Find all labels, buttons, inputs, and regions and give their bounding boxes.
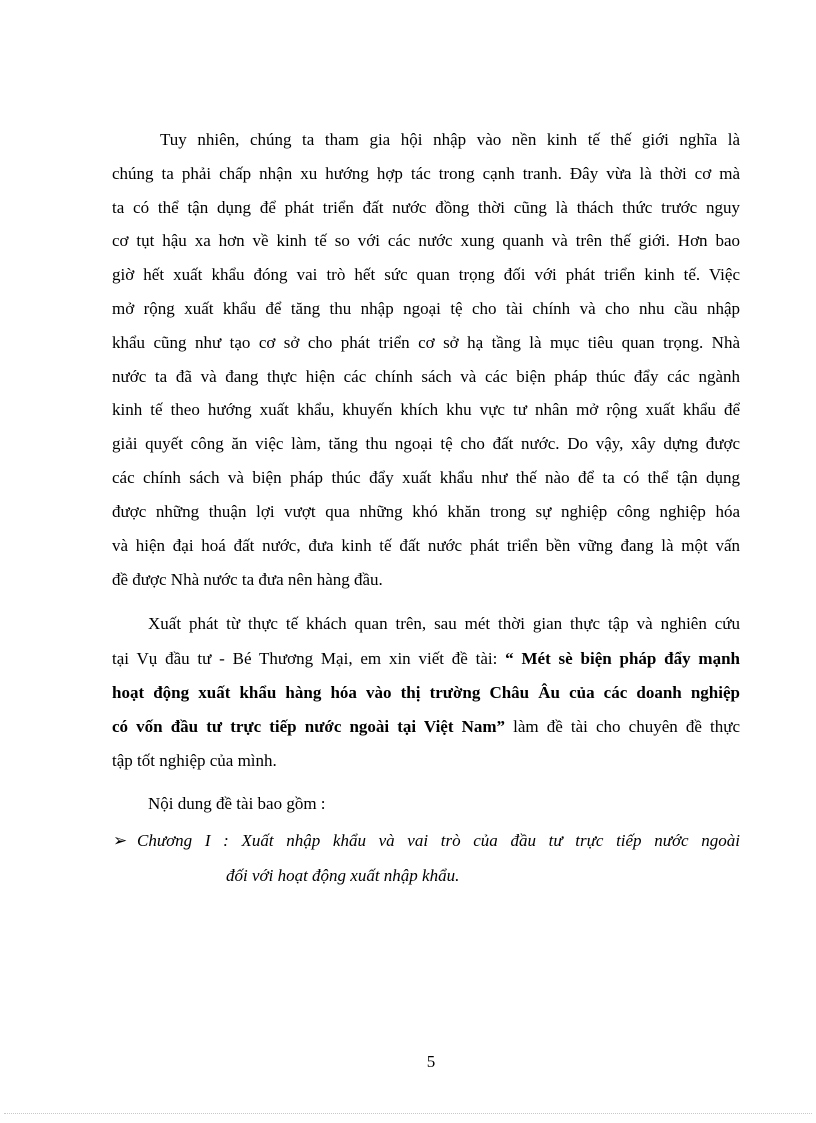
paragraph1-line: khẩu cũng như tạo cơ sở cho phát triển cơ sở hạ tầng là mục tiêu quan trọng. Nhà [112, 333, 740, 352]
chapter1-title-continued: đối với hoạt động xuất nhập khẩu. [226, 866, 460, 885]
paragraph1-line: được những thuận lợi vượt qua những khó khăn trong sự nghiệp công nghiệp hóa [112, 502, 740, 521]
paragraph2-line [112, 715, 740, 739]
paragraph1-line: mở rộng xuất khẩu để tăng thu nhập ngoại tệ cho tài chính và cho nhu cầu nhập [112, 299, 740, 318]
paragraph2-line: tập tốt nghiệp của mình. [112, 751, 277, 770]
paragraph1-line: đề được Nhà nước ta đưa nên hàng đầu. [112, 570, 383, 589]
paragraph2-line: Xuất phát từ thực tế khách quan trên, sau mét thời gian thực tập và nghiên cứu [148, 614, 740, 633]
page-number: 5 [426, 1052, 436, 1071]
paragraph1-line: giờ hết xuất khẩu đóng vai trò hết sức quan trọng đối với phát triển kinh tế. Việc [112, 265, 740, 284]
paragraph1-line: và hiện đại hoá đất nước, đưa kinh tế đất nước phát triển bền vững đang là một vấn [112, 536, 740, 555]
paragraph1-line: Tuy nhiên, chúng ta tham gia hội nhập vào nền kinh tế thế giới nghĩa là [160, 130, 740, 149]
paragraph1-line: giải quyết công ăn việc làm, tăng thu ngoại tệ cho đất nước. Do vậy, xây dựng được [112, 434, 740, 453]
paragraph2-text: tại Vụ đầu tư - Bé Thương Mại, em xin viết đề tài: [112, 649, 506, 668]
page-border [4, 1113, 812, 1114]
paragraph1-line: cơ tụt hậu xa hơn về kinh tế so với các nước xung quanh và trên thế giới. Hơn bao [112, 231, 740, 250]
paragraph1-line: ta có thể tận dụng để phát triển đất nước đồng thời cũng là thách thức trước nguy [112, 198, 740, 217]
chapter1-title: Chương I : Xuất nhập khẩu và vai trò của đầu tư trực tiếp nước ngoài [137, 831, 740, 850]
arrow-bullet-icon: ➢ [113, 831, 128, 850]
paragraph1-line: kinh tế theo hướng xuất khẩu, khuyến khích khu vực tư nhân mở rộng xuất khẩu để [112, 400, 740, 419]
paragraph2-line [112, 647, 740, 671]
topic-title-start: “ Mét sè biện pháp đẩy mạnh [505, 649, 741, 668]
paragraph1-line: các chính sách và biện pháp thúc đẩy xuất khẩu như thế nào để ta có thể tận dụng [112, 468, 740, 487]
paragraph1-line: chúng ta phải chấp nhận xu hướng hợp tác trong cạnh tranh. Đây vừa là thời cơ mà [112, 164, 740, 183]
content-heading: Nội dung đề tài bao gồm : [148, 794, 326, 813]
topic-title-line: hoạt động xuất khẩu hàng hóa vào thị trường Châu Âu của các doanh nghiệp [112, 683, 740, 702]
topic-title-end: có vốn đầu tư trực tiếp nước ngoài tại Việt Nam” [112, 717, 506, 736]
paragraph2-text: làm đề tài cho chuyên đề thực [505, 717, 740, 736]
paragraph1-line: nước ta đã và đang thực hiện các chính sách và các biện pháp thúc đẩy các ngành [112, 367, 740, 386]
